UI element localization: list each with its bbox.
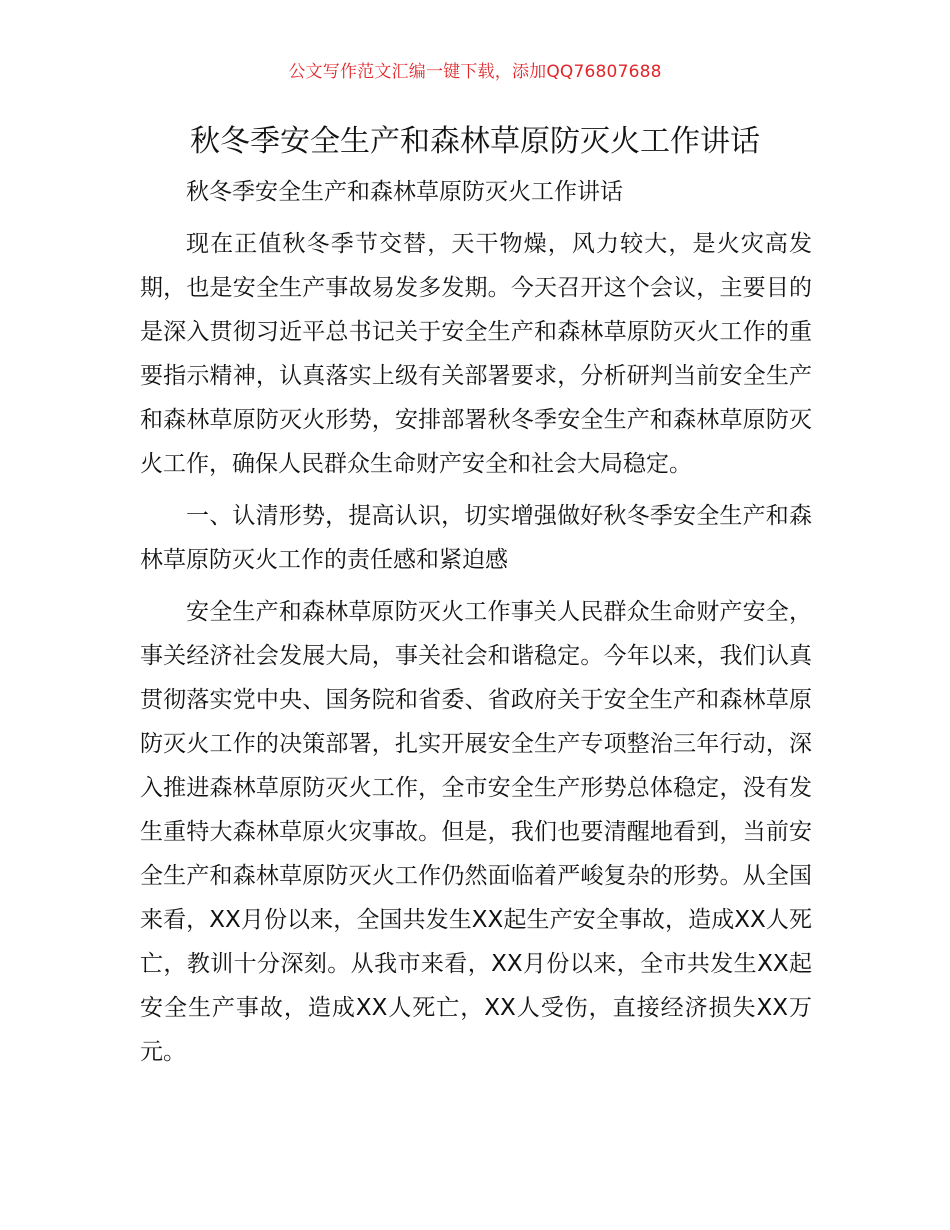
download-notice: 公文写作范文汇编一键下载，添加QQ76807688 xyxy=(288,62,662,82)
section-heading: 一、认清形势，提高认识，切实增强做好秋冬季安全生产和森林草原防灭火工作的责任感和紧迫感 xyxy=(140,503,812,573)
document-subtitle: 秋冬季安全生产和森林草原防灭火工作讲话 xyxy=(186,179,623,205)
document-body xyxy=(140,170,812,1074)
intro-paragraph: 现在正值秋冬季节交替，天干物燥，风力较大，是火灾高发期，也是安全生产事故易发多发期。今天召开这个会议，主要目的是深入贯彻习近平总书记关于安全生产和森林草原防灭火工作的重要指示精神，认真落实上级有关部署要求，分析研判当前安全生产和森林草原防灭火形势，安排部署秋冬季安全生产和森林草原防灭火工作，确保人民群众生命财产安全和社会大局稳定。 xyxy=(140,231,812,477)
document-title: 秋冬季安全生产和森林草原防灭火工作讲话 xyxy=(190,124,760,159)
body-paragraph: 安全生产和森林草原防灭火工作事关人民群众生命财产安全，事关经济社会发展大局，事关社会和谐稳定。今年以来，我们认真贯彻落实党中央、国务院和省委、省政府关于安全生产和森林草原防灭火工作的决策部署，扎实开展安全生产专项整治三年行动，深入推进森林草原防灭火工作，全市安全生产形势总体稳定，没有发生重特大森林草原火灾事故。但是，我们也要清醒地看到，当前安全生产和森林草原防灭火工作仍然面临着严峻复杂的形势。从全国来看，XX月份以来，全国共发生XX起生产安全事故，造成XX人死亡，教训十分深刻。从我市来看，XX月份以来，全市共发生XX起安全生产事故，造成XX人死亡，XX人受伤，直接经济损失XX万元。 xyxy=(140,599,812,1065)
